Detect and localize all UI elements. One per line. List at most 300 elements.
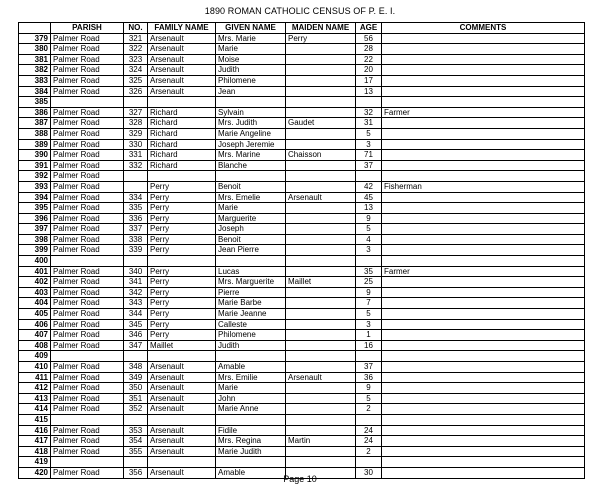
maiden-name-cell: [286, 65, 356, 76]
table-row: [19, 277, 585, 288]
maiden-name-cell: [286, 171, 356, 182]
comments-cell: [382, 128, 585, 139]
table-row: [19, 245, 585, 256]
table-row: [19, 33, 585, 44]
age-cell: [356, 351, 382, 362]
table-row: [19, 107, 585, 118]
age-cell: 7: [356, 298, 382, 309]
no-header: NO.: [124, 23, 148, 34]
parish-cell: Palmer Road: [51, 425, 124, 436]
no-cell: 325: [124, 75, 148, 86]
row-number: 399: [19, 245, 51, 256]
age-cell: 4: [356, 234, 382, 245]
comments-cell: [382, 139, 585, 150]
parish-cell: Palmer Road: [51, 54, 124, 65]
maiden-name-cell: [286, 44, 356, 55]
age-cell: [356, 256, 382, 267]
given-name-cell: Judith: [216, 340, 286, 351]
age-cell: [356, 171, 382, 182]
given-name-cell: Blanche: [216, 160, 286, 171]
family-name-cell: Perry: [148, 277, 216, 288]
given-name-cell: Amable: [216, 467, 286, 478]
parish-cell: Palmer Road: [51, 277, 124, 288]
no-cell: 330: [124, 139, 148, 150]
row-number: 411: [19, 372, 51, 383]
row-number-header: [19, 23, 51, 34]
family-name-cell: Arsenault: [148, 393, 216, 404]
no-cell: [124, 171, 148, 182]
page-title: 1890 ROMAN CATHOLIC CENSUS OF P. E. I.: [204, 6, 396, 16]
table-row: [19, 436, 585, 447]
given-name-cell: Philomene: [216, 330, 286, 341]
family-name-cell: Perry: [148, 266, 216, 277]
given-name-cell: Mrs. Marie: [216, 33, 286, 44]
age-cell: [356, 457, 382, 468]
given-name-cell: Mrs. Emelie: [216, 192, 286, 203]
comments-cell: [382, 150, 585, 161]
comments-cell: [382, 362, 585, 373]
comments-cell: [382, 234, 585, 245]
age-cell: 25: [356, 277, 382, 288]
comments-cell: [382, 414, 585, 425]
maiden-name-cell: [286, 245, 356, 256]
family-name-cell: Arsenault: [148, 362, 216, 373]
maiden-name-cell: [286, 213, 356, 224]
table-row: [19, 160, 585, 171]
parish-cell: [51, 414, 124, 425]
parish-cell: [51, 351, 124, 362]
family-name-cell: Arsenault: [148, 436, 216, 447]
table-row: [19, 425, 585, 436]
family-name-cell: Arsenault: [148, 425, 216, 436]
given-name-cell: Marie Judith: [216, 446, 286, 457]
table-row: [19, 150, 585, 161]
maiden-name-cell: [286, 362, 356, 373]
maiden-name-cell: [286, 97, 356, 108]
family-name-cell: Perry: [148, 245, 216, 256]
family-name-cell: Perry: [148, 287, 216, 298]
age-cell: 32: [356, 107, 382, 118]
family-name-cell: Perry: [148, 309, 216, 320]
no-cell: 342: [124, 287, 148, 298]
comments-cell: [382, 54, 585, 65]
table-row: [19, 319, 585, 330]
age-cell: 5: [356, 309, 382, 320]
no-cell: [124, 414, 148, 425]
given-name-cell: Sylvain: [216, 107, 286, 118]
row-number: 379: [19, 33, 51, 44]
parish-cell: Palmer Road: [51, 44, 124, 55]
age-cell: 3: [356, 245, 382, 256]
comments-cell: [382, 203, 585, 214]
age-cell: [356, 414, 382, 425]
age-cell: 13: [356, 203, 382, 214]
given-name-cell: Mrs. Marguerite: [216, 277, 286, 288]
row-number: 385: [19, 97, 51, 108]
parish-cell: Palmer Road: [51, 33, 124, 44]
no-cell: 329: [124, 128, 148, 139]
row-number: 420: [19, 467, 51, 478]
given-name-cell: Mrs. Judith: [216, 118, 286, 129]
no-cell: 341: [124, 277, 148, 288]
maiden-name-cell: [286, 224, 356, 235]
row-number: 381: [19, 54, 51, 65]
maiden-name-cell: [286, 298, 356, 309]
row-number: 408: [19, 340, 51, 351]
no-cell: 349: [124, 372, 148, 383]
no-cell: 352: [124, 404, 148, 415]
table-row: [19, 330, 585, 341]
no-cell: 343: [124, 298, 148, 309]
age-cell: 37: [356, 160, 382, 171]
row-number: 388: [19, 128, 51, 139]
age-cell: 13: [356, 86, 382, 97]
given-name-cell: Calleste: [216, 319, 286, 330]
no-cell: [124, 256, 148, 267]
table-row: [19, 171, 585, 182]
parish-cell: [51, 457, 124, 468]
given-name-cell: Mrs. Emilie: [216, 372, 286, 383]
header-row: [19, 23, 585, 34]
comments-cell: [382, 75, 585, 86]
family-name-cell: Arsenault: [148, 33, 216, 44]
comments-cell: [382, 277, 585, 288]
no-cell: 328: [124, 118, 148, 129]
no-cell: 350: [124, 383, 148, 394]
parish-cell: Palmer Road: [51, 383, 124, 394]
table-row: [19, 351, 585, 362]
comments-cell: [382, 457, 585, 468]
parish-cell: Palmer Road: [51, 266, 124, 277]
family-name-cell: Arsenault: [148, 54, 216, 65]
age-cell: 45: [356, 192, 382, 203]
row-number: 382: [19, 65, 51, 76]
parish-cell: Palmer Road: [51, 319, 124, 330]
no-cell: 351: [124, 393, 148, 404]
table-row: [19, 213, 585, 224]
family-name-cell: Arsenault: [148, 404, 216, 415]
age-header: AGE: [356, 23, 382, 34]
parish-cell: Palmer Road: [51, 340, 124, 351]
comments-cell: [382, 192, 585, 203]
table-row: [19, 383, 585, 394]
maiden-name-cell: [286, 425, 356, 436]
table-row: [19, 362, 585, 373]
comments-cell: [382, 256, 585, 267]
comments-cell: [382, 213, 585, 224]
given-name-cell: Marie: [216, 383, 286, 394]
age-cell: 36: [356, 372, 382, 383]
comments-cell: [382, 425, 585, 436]
age-cell: 5: [356, 393, 382, 404]
table-row: [19, 457, 585, 468]
given-name-header: GIVEN NAME: [216, 23, 286, 34]
row-number: 402: [19, 277, 51, 288]
comments-cell: [382, 446, 585, 457]
parish-cell: Palmer Road: [51, 213, 124, 224]
comments-cell: [382, 372, 585, 383]
given-name-cell: [216, 256, 286, 267]
given-name-cell: [216, 171, 286, 182]
maiden-name-cell: [286, 287, 356, 298]
maiden-name-cell: [286, 107, 356, 118]
row-number: 390: [19, 150, 51, 161]
table-row: [19, 181, 585, 192]
parish-cell: [51, 256, 124, 267]
maiden-name-cell: [286, 139, 356, 150]
row-number: 386: [19, 107, 51, 118]
table-row: [19, 118, 585, 129]
no-cell: 324: [124, 65, 148, 76]
parish-cell: Palmer Road: [51, 128, 124, 139]
family-name-cell: Richard: [148, 107, 216, 118]
given-name-cell: Fidile: [216, 425, 286, 436]
parish-cell: Palmer Road: [51, 287, 124, 298]
family-name-cell: Arsenault: [148, 75, 216, 86]
parish-cell: Palmer Road: [51, 298, 124, 309]
maiden-name-cell: [286, 54, 356, 65]
no-cell: 348: [124, 362, 148, 373]
parish-cell: Palmer Road: [51, 234, 124, 245]
table-row: [19, 44, 585, 55]
parish-header: PARISH: [51, 23, 124, 34]
no-cell: 339: [124, 245, 148, 256]
parish-cell: [51, 97, 124, 108]
age-cell: 30: [356, 467, 382, 478]
age-cell: 2: [356, 446, 382, 457]
no-cell: 354: [124, 436, 148, 447]
row-number: 413: [19, 393, 51, 404]
family-name-cell: [148, 171, 216, 182]
row-number: 389: [19, 139, 51, 150]
age-cell: 2: [356, 404, 382, 415]
given-name-cell: [216, 351, 286, 362]
given-name-cell: Marie Anne: [216, 404, 286, 415]
family-name-cell: Richard: [148, 118, 216, 129]
age-cell: 3: [356, 319, 382, 330]
parish-cell: Palmer Road: [51, 181, 124, 192]
no-cell: 347: [124, 340, 148, 351]
comments-cell: [382, 393, 585, 404]
maiden-name-cell: [286, 351, 356, 362]
table-row: [19, 266, 585, 277]
comments-cell: [382, 44, 585, 55]
given-name-cell: Mrs. Regina: [216, 436, 286, 447]
parish-cell: Palmer Road: [51, 139, 124, 150]
comments-cell: [382, 33, 585, 44]
age-cell: 35: [356, 266, 382, 277]
row-number: 383: [19, 75, 51, 86]
maiden-name-cell: [286, 330, 356, 341]
family-name-cell: [148, 414, 216, 425]
age-cell: 24: [356, 425, 382, 436]
table-row: [19, 86, 585, 97]
row-number: 416: [19, 425, 51, 436]
family-name-cell: Richard: [148, 139, 216, 150]
row-number: 409: [19, 351, 51, 362]
row-number: 414: [19, 404, 51, 415]
no-cell: 338: [124, 234, 148, 245]
census-table: [18, 22, 585, 479]
maiden-name-cell: [286, 234, 356, 245]
maiden-name-cell: [286, 446, 356, 457]
family-name-cell: Arsenault: [148, 467, 216, 478]
row-number: 400: [19, 256, 51, 267]
maiden-name-cell: [286, 181, 356, 192]
family-name-cell: Perry: [148, 319, 216, 330]
parish-cell: Palmer Road: [51, 118, 124, 129]
row-number: 391: [19, 160, 51, 171]
parish-cell: Palmer Road: [51, 436, 124, 447]
age-cell: 31: [356, 118, 382, 129]
family-name-cell: [148, 351, 216, 362]
parish-cell: Palmer Road: [51, 446, 124, 457]
given-name-cell: Moise: [216, 54, 286, 65]
age-cell: 37: [356, 362, 382, 373]
row-number: 418: [19, 446, 51, 457]
given-name-cell: Mrs. Marine: [216, 150, 286, 161]
family-name-cell: Perry: [148, 298, 216, 309]
table-row: [19, 340, 585, 351]
comments-cell: [382, 118, 585, 129]
comments-cell: [382, 224, 585, 235]
comments-header: COMMENTS: [382, 23, 585, 34]
parish-cell: Palmer Road: [51, 245, 124, 256]
no-cell: 344: [124, 309, 148, 320]
maiden-name-cell: Chaisson: [286, 150, 356, 161]
age-cell: 5: [356, 224, 382, 235]
no-cell: 331: [124, 150, 148, 161]
table-row: [19, 309, 585, 320]
table-row: [19, 404, 585, 415]
age-cell: 22: [356, 54, 382, 65]
comments-cell: [382, 65, 585, 76]
parish-cell: Palmer Road: [51, 192, 124, 203]
given-name-cell: Pierre: [216, 287, 286, 298]
row-number: 405: [19, 309, 51, 320]
table-row: [19, 54, 585, 65]
row-number: 387: [19, 118, 51, 129]
no-cell: [124, 181, 148, 192]
comments-cell: [382, 97, 585, 108]
given-name-cell: Marie: [216, 44, 286, 55]
maiden-name-cell: [286, 86, 356, 97]
parish-cell: Palmer Road: [51, 224, 124, 235]
maiden-name-cell: [286, 340, 356, 351]
no-cell: 335: [124, 203, 148, 214]
no-cell: 323: [124, 54, 148, 65]
family-name-cell: Perry: [148, 203, 216, 214]
comments-cell: [382, 309, 585, 320]
row-number: 396: [19, 213, 51, 224]
comments-cell: [382, 319, 585, 330]
family-name-cell: Arsenault: [148, 446, 216, 457]
row-number: 407: [19, 330, 51, 341]
family-name-cell: [148, 97, 216, 108]
comments-cell: Farmer: [382, 107, 585, 118]
table-row: [19, 287, 585, 298]
parish-cell: Palmer Road: [51, 150, 124, 161]
given-name-cell: Lucas: [216, 266, 286, 277]
table-row: [19, 224, 585, 235]
row-number: 384: [19, 86, 51, 97]
given-name-cell: Marguerite: [216, 213, 286, 224]
table-row: [19, 256, 585, 267]
table-row: [19, 446, 585, 457]
row-number: 380: [19, 44, 51, 55]
no-cell: 340: [124, 266, 148, 277]
given-name-cell: Philomene: [216, 75, 286, 86]
row-number: 403: [19, 287, 51, 298]
comments-cell: [382, 287, 585, 298]
parish-cell: Palmer Road: [51, 467, 124, 478]
maiden-name-cell: [286, 309, 356, 320]
age-cell: 20: [356, 65, 382, 76]
comments-cell: [382, 436, 585, 447]
age-cell: 71: [356, 150, 382, 161]
census-body: [19, 33, 585, 478]
row-number: 404: [19, 298, 51, 309]
given-name-cell: Judith: [216, 65, 286, 76]
comments-cell: [382, 171, 585, 182]
comments-cell: [382, 160, 585, 171]
age-cell: 3: [356, 139, 382, 150]
table-row: [19, 372, 585, 383]
family-name-cell: Arsenault: [148, 372, 216, 383]
comments-cell: [382, 298, 585, 309]
given-name-cell: Amable: [216, 362, 286, 373]
no-cell: 346: [124, 330, 148, 341]
age-cell: 1: [356, 330, 382, 341]
maiden-name-cell: [286, 393, 356, 404]
table-row: [19, 75, 585, 86]
no-cell: [124, 97, 148, 108]
family-name-cell: Arsenault: [148, 86, 216, 97]
table-row: [19, 128, 585, 139]
comments-cell: Farmer: [382, 266, 585, 277]
no-cell: 345: [124, 319, 148, 330]
given-name-cell: Joseph Jeremie: [216, 139, 286, 150]
no-cell: 353: [124, 425, 148, 436]
no-cell: 356: [124, 467, 148, 478]
parish-cell: Palmer Road: [51, 309, 124, 320]
table-row: [19, 234, 585, 245]
family-name-cell: [148, 457, 216, 468]
maiden-name-cell: Perry: [286, 33, 356, 44]
comments-cell: [382, 340, 585, 351]
given-name-cell: Joseph: [216, 224, 286, 235]
row-number: 419: [19, 457, 51, 468]
row-number: 398: [19, 234, 51, 245]
parish-cell: Palmer Road: [51, 372, 124, 383]
no-cell: [124, 351, 148, 362]
maiden-name-cell: [286, 266, 356, 277]
comments-cell: [382, 245, 585, 256]
row-number: 401: [19, 266, 51, 277]
row-number: 410: [19, 362, 51, 373]
age-cell: 9: [356, 287, 382, 298]
maiden-name-cell: [286, 160, 356, 171]
comments-cell: [382, 383, 585, 394]
comments-cell: Fisherman: [382, 181, 585, 192]
family-name-cell: Perry: [148, 224, 216, 235]
parish-cell: Palmer Road: [51, 203, 124, 214]
age-cell: 16: [356, 340, 382, 351]
family-name-cell: Richard: [148, 128, 216, 139]
age-cell: [356, 97, 382, 108]
row-number: 394: [19, 192, 51, 203]
table-row: [19, 139, 585, 150]
